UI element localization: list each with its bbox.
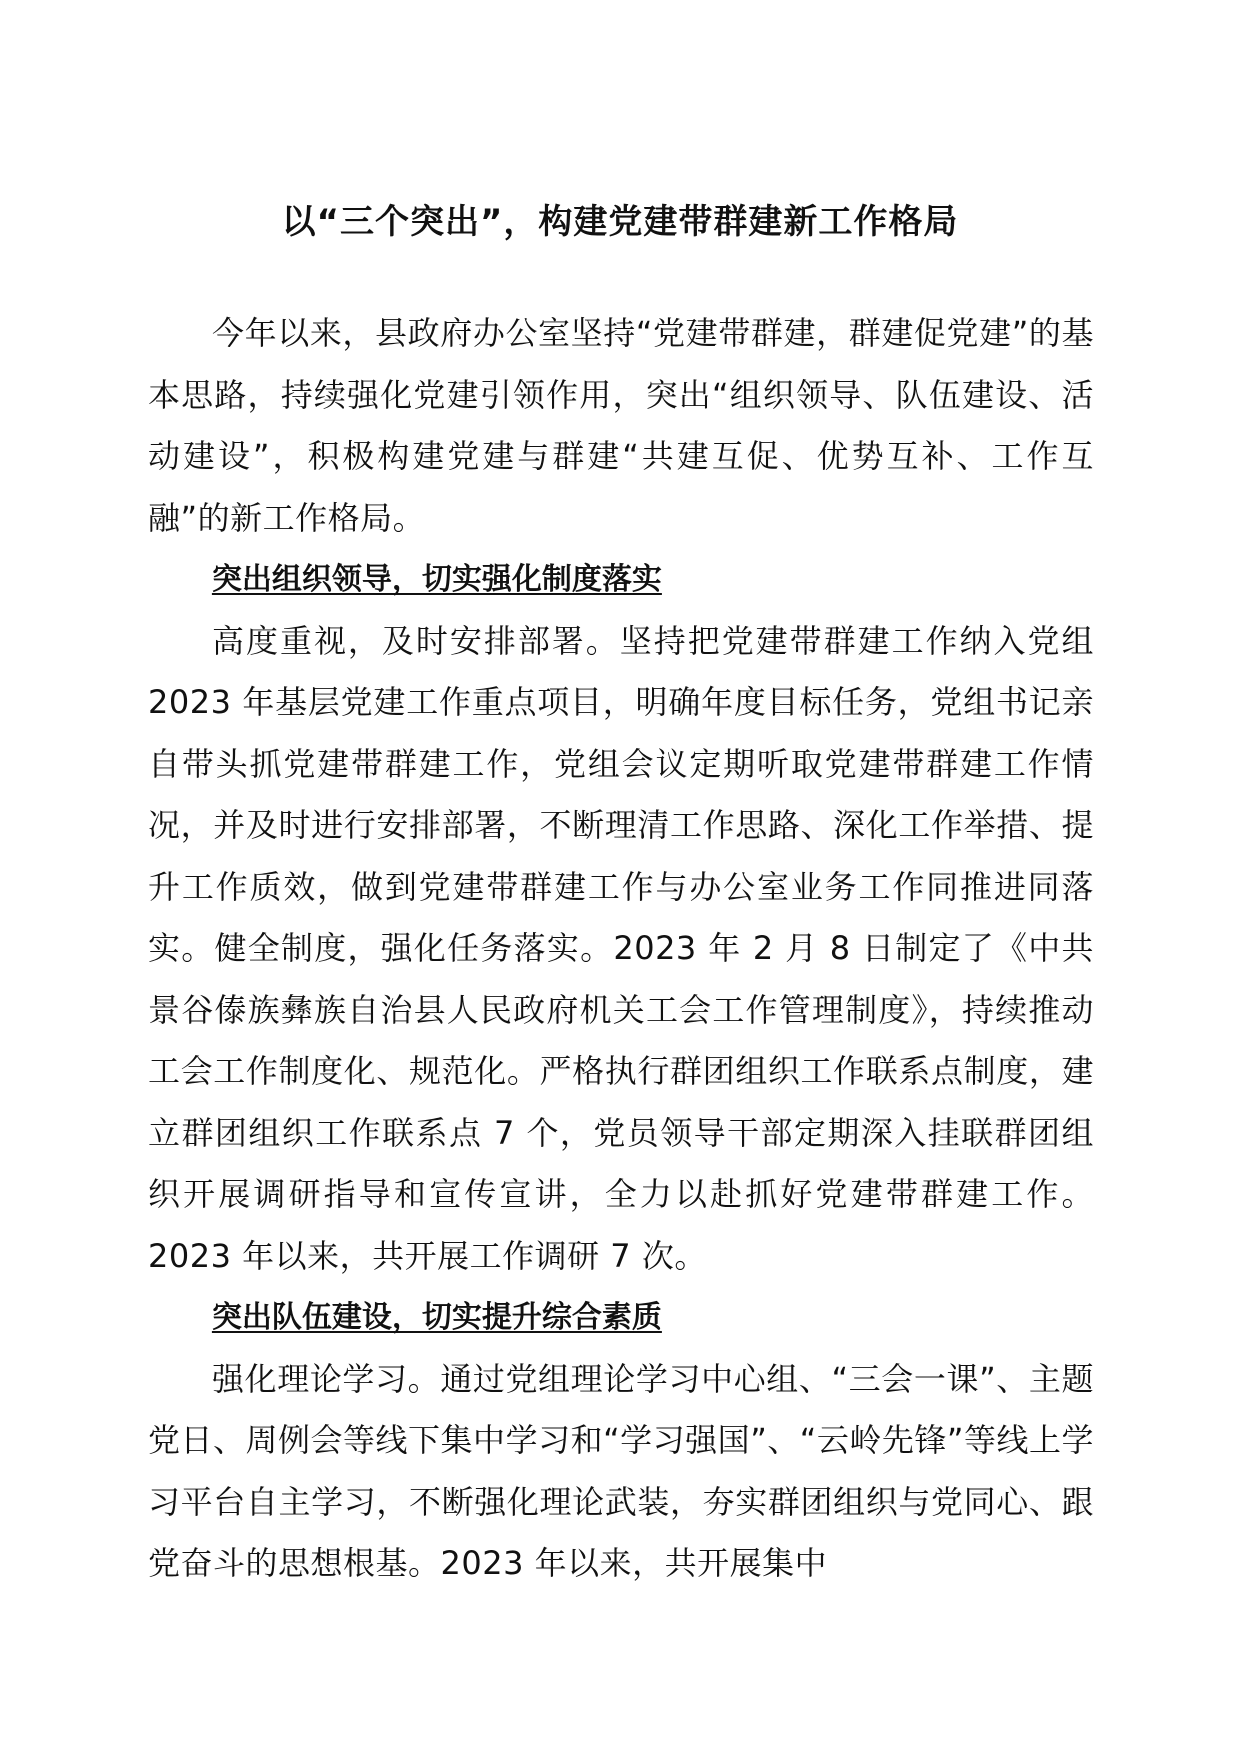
intro-paragraph: 今年以来，县政府办公室坚持“党建带群建，群建促党建”的基本思路，持续强化党建引领作用，突出“组织领导、队伍建设、活动建设”，积极构建党建与群建“共建互促、优势互补、工作互融”的新工作格局。 — [148, 314, 1094, 537]
section-heading-team — [148, 1287, 1094, 1349]
section-heading-organization — [148, 549, 1094, 611]
section-heading-team-text: 突出队伍建设，切实提升综合素质 — [211, 1300, 662, 1335]
document-title: 以“三个突出”，构建党建带群建新工作格局 — [281, 202, 959, 242]
organization-paragraph: 高度重视，及时安排部署。坚持把党建带群建工作纳入党组 2023 年基层党建工作重点项目，明确年度目标任务，党组书记亲自带头抓党建带群建工作，党组会议定期听取党建带群建工作情况，并及时进行安排部署，不断理清工作思路、深化工作举措、提升工作质效，做到党建带群建工作与办公室业务工作同推进同落实。健全制度，强化任务落实。2023 年 2 月 8 日制定了《中共景谷傣族彝族自治县人民政府机关工会工作管理制度》，持续推动工会工作制度化、规范化。严格执行群团组织工作联系点制度，建立群团组织工作联系点 7 个，党员领导干部定期深入挂联群团组织开展调研指导和宣传宣讲，全力以赴抓好党建带群建工作。2023 年以来，共开展工作调研 7 次。 — [148, 621, 1094, 1275]
section-heading-organization-text: 突出组织领导，切实强化制度落实 — [211, 562, 662, 597]
document-body — [148, 303, 1094, 1595]
team-paragraph: 强化理论学习。通过党组理论学习中心组、“三会一课”、主题党日、周例会等线下集中学习和“学习强国”、“云岭先锋”等线上学习平台自主学习，不断强化理论武装，夯实群团组织与党同心、跟党奋斗的思想根基。2023 年以来，共开展集中 — [148, 1359, 1094, 1582]
